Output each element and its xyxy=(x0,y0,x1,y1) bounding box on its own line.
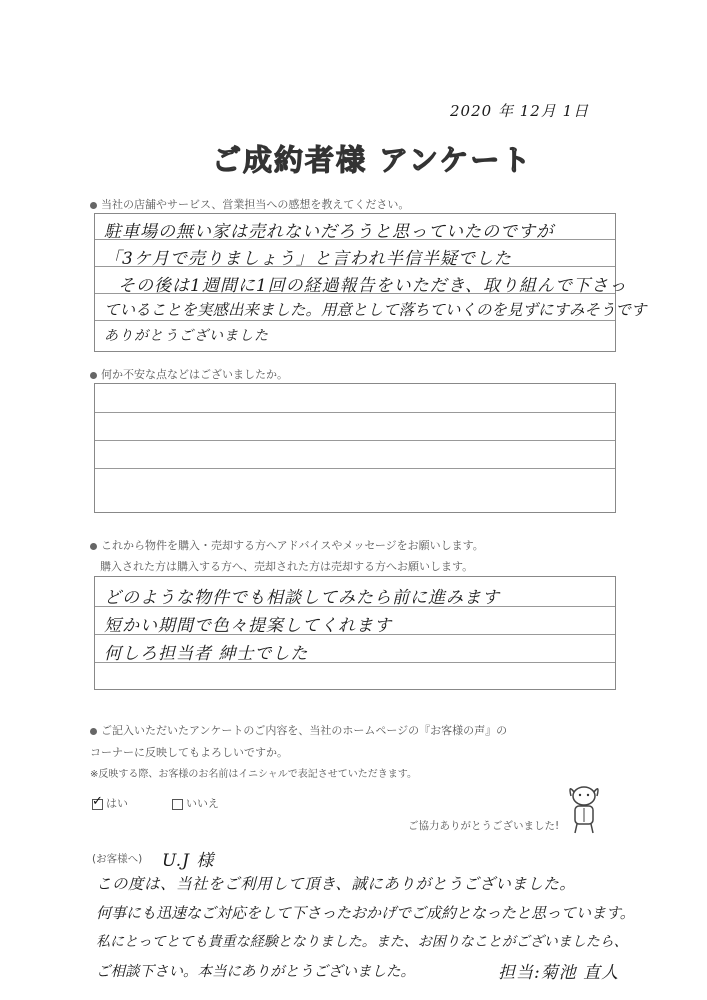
bullet-icon xyxy=(90,543,97,550)
q3-label: これから物件を購入・売却する方へアドバイスやメッセージをお願いします。 xyxy=(90,537,484,553)
checkbox-icon[interactable] xyxy=(172,799,183,810)
q3-answer-line-2: 短かい期間で色々提案してくれます xyxy=(104,616,392,636)
q2-label: 何か不安な点などはございましたか。 xyxy=(90,366,288,382)
q1-answer-line-1: 駐車場の無い家は売れないだろうと思っていたのですが xyxy=(104,222,554,242)
q3-answer-line-1: どのような物件でも相談してみたら前に進みます xyxy=(104,588,500,608)
checkbox-checked-icon[interactable] xyxy=(92,799,103,810)
consent-no-option[interactable]: いいえ xyxy=(172,795,219,811)
staff-name: 担当:菊池 直人 xyxy=(498,963,620,983)
mascot-icon xyxy=(562,782,606,836)
bullet-icon xyxy=(90,372,97,379)
thanks-message: ご協力ありがとうございました! xyxy=(408,820,560,832)
reply-to-label: (お客様へ) xyxy=(92,853,143,865)
q1-answer-line-4: ていることを実感出来ました。用意として落ちていくのを見ずにすみそうです xyxy=(104,301,647,319)
q1-label: 当社の店舗やサービス、営業担当への感想を教えてください。 xyxy=(90,196,409,212)
survey-date: 2020 年 12月 1日 xyxy=(450,102,590,120)
page-title: ご成約者様 アンケート xyxy=(212,143,533,177)
q2-answer-box xyxy=(94,383,616,513)
consent-yes-option[interactable]: ✓はい xyxy=(92,795,128,811)
q1-answer-line-2: 「3ケ月で売りましょう」と言われ半信半疑でした xyxy=(104,249,512,269)
q3-answer-line-3: 何しろ担当者 紳士でした xyxy=(104,644,309,664)
q1-answer-line-3: その後は1週間に1回の経過報告をいただき、取り組んで下さっ xyxy=(118,276,627,296)
q3-sublabel: 購入された方は購入する方へ、売却された方は売却する方へお願いします。 xyxy=(100,560,474,573)
q1-answer-line-5: ありがとうございました xyxy=(104,328,269,344)
consent-line-2: コーナーに反映してもよろしいですか。 xyxy=(90,746,288,759)
customer-name: U.J 様 xyxy=(162,851,215,871)
reply-line-4: ご相談下さい。本当にありがとうございました。 xyxy=(96,964,415,980)
bullet-icon xyxy=(90,202,97,209)
bullet-icon xyxy=(90,728,97,735)
reply-line-1: この度は、当社をご利用して頂き、誠にありがとうございました。 xyxy=(96,875,576,893)
consent-line-1: ご記入いただいたアンケートのご内容を、当社のホームページの『お客様の声』の xyxy=(90,722,507,738)
consent-note: ※反映する際、お客様のお名前はイニシャルで表記させていただきます。 xyxy=(90,769,417,780)
reply-line-3: 私にとってとても貴重な経験となりました。また、お困りなことがございましたら、 xyxy=(96,934,628,950)
reply-line-2: 何事にも迅速なご対応をして下さったおかげでご成約となったと思っています。 xyxy=(96,904,635,922)
